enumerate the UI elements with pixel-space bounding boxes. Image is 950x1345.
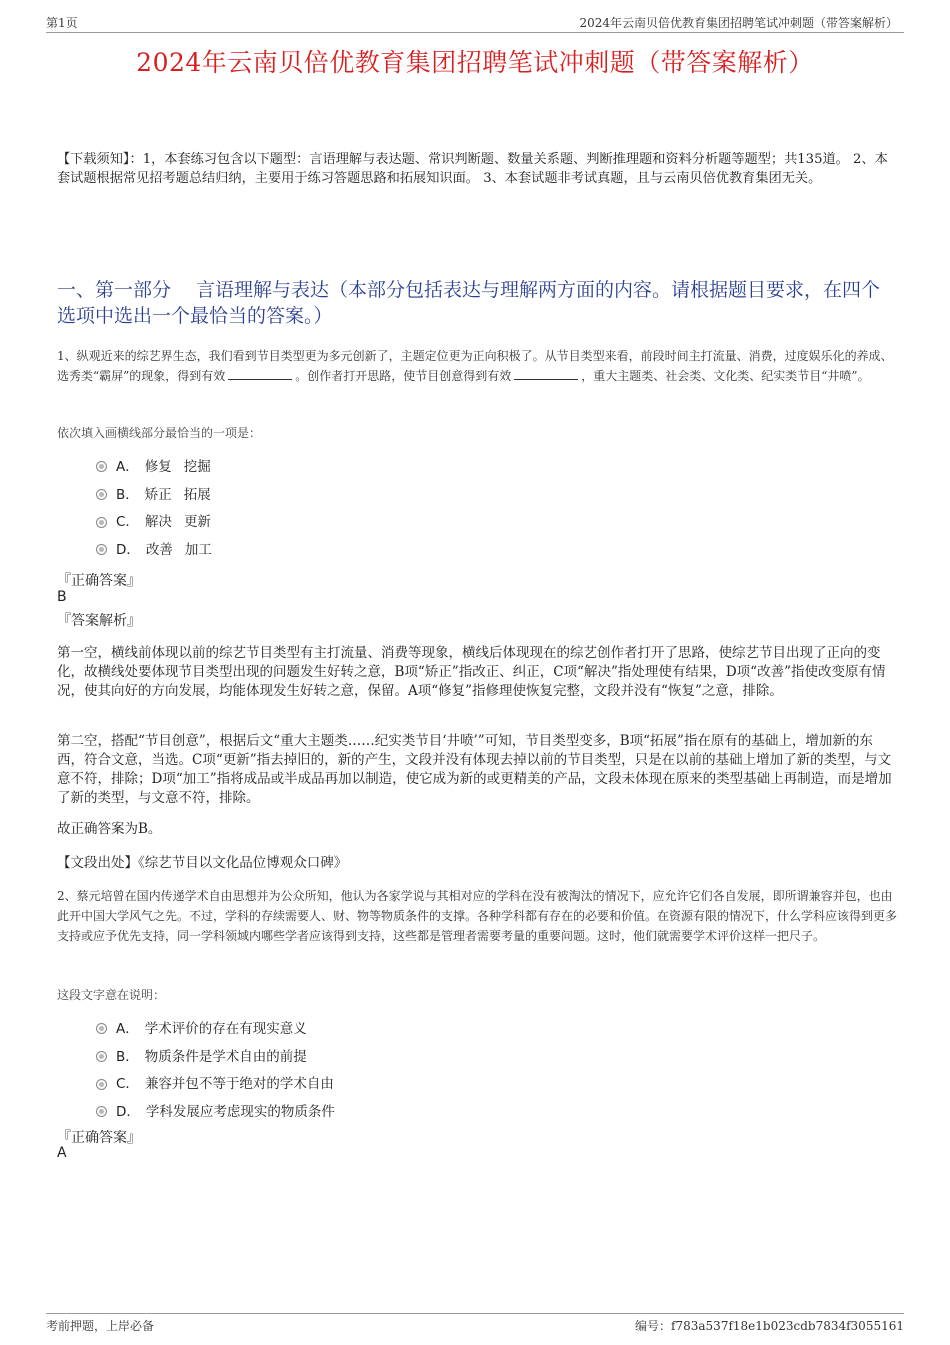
radio-icon[interactable] bbox=[96, 461, 107, 472]
analysis-paragraph-2: 第二空，搭配“节目创意”，根据后文“重大主题类……纪实类节目‘井喷’”可知，节目类型变多，B项“拓展”指在原有的基础上，增加新的东西，符合文意，当选。C项“更新”指去掉旧的，新的产生，文段并没有体现去掉以前的节目类型，只是在以前的基础上增加了新的类型，与文意不符，排除；D项“加工”指将成品或半成品再加以制造，使它成为新的或更精美的产品，文段未体现在原来的类型基础上再制造，而是增加了新的类型，与文意不符，排除。 bbox=[57, 733, 892, 806]
answer-label-1: 『正确答案』 bbox=[57, 573, 141, 589]
footer-slogan: 考前押题，上岸必备 bbox=[46, 1319, 155, 1333]
page-footer bbox=[46, 1313, 904, 1338]
header-doc-title: 2024年云南贝倍优教育集团招聘笔试冲刺题（带答案解析） bbox=[579, 16, 898, 30]
option-a[interactable]: A． 修复 挖掘 bbox=[96, 451, 212, 479]
radio-icon[interactable] bbox=[96, 1051, 107, 1062]
document-title: 2024年云南贝倍优教育集团招聘笔试冲刺题（带答案解析） bbox=[136, 48, 814, 77]
option-c[interactable]: C． 兼容并包不等于绝对的学术自由 bbox=[96, 1068, 335, 1096]
answer-2: A bbox=[57, 1145, 67, 1161]
option-b[interactable]: B． 矫正 拓展 bbox=[96, 479, 212, 507]
footer-doc-id: 编号：f783a537f18e1b023cdb7834f3055161 bbox=[635, 1319, 904, 1333]
analysis-conclusion: 故正确答案为B。 bbox=[57, 821, 162, 837]
radio-icon[interactable] bbox=[96, 544, 107, 555]
radio-icon[interactable] bbox=[96, 517, 107, 528]
question-2-options bbox=[96, 1013, 335, 1124]
section-title: 一、第一部分 言语理解与表达（本部分包括表达与理解两方面的内容。请根据题目要求，在四个选项中选出一个最恰当的答案。） bbox=[57, 279, 881, 327]
radio-icon[interactable] bbox=[96, 1079, 107, 1090]
radio-icon[interactable] bbox=[96, 489, 107, 500]
answer-1: B bbox=[57, 589, 67, 605]
blank-2 bbox=[514, 367, 578, 380]
question-1-prompt: 依次填入画横线部分最恰当的一项是： bbox=[57, 426, 262, 440]
radio-icon[interactable] bbox=[96, 1023, 107, 1034]
question-1-options bbox=[96, 451, 212, 562]
page-number: 第1页 bbox=[46, 16, 78, 30]
analysis-label-1: 『答案解析』 bbox=[57, 613, 141, 629]
answer-label-2: 『正确答案』 bbox=[57, 1130, 141, 1146]
option-a[interactable]: A． 学术评价的存在有现实意义 bbox=[96, 1013, 335, 1041]
option-b[interactable]: B． 物质条件是学术自由的前提 bbox=[96, 1041, 335, 1069]
download-notice: 【下载须知】：1，本套练习包含以下题型：言语理解与表达题、常识判断题、数量关系题、判断推理题和资料分析题等题型；共135道。 2、本套试题根据常见招考题总结归纳，主要用于练习答题思路和拓展知识面。 3、本套试题非考试真题，且与云南贝倍优教育集团无关。 bbox=[57, 152, 888, 186]
question-1-text: 1、纵观近来的综艺界生态，我们看到节目类型更为多元创新了，主题定位更为正向积极了。从节目类型来看，前段时间主打流量、消费，过度娱乐化的养成、选秀类“霸屏”的现象，得到有效 。创作者打开思路，使节目创意得到有效 ，重大主题类、社会类、文化类、纪实类节目“井喷”。 bbox=[57, 349, 893, 383]
radio-icon[interactable] bbox=[96, 1106, 107, 1117]
analysis-paragraph-1: 第一空，横线前体现以前的综艺节目类型有主打流量、消费等现象，横线后体现现在的综艺创作者打开了思路，使综艺节目出现了正向的变化，故横线处要体现节目类型出现的问题发生好转之意，B项“矫正”指改正、纠正，C项“解决”指处理使有结果，D项“改善”指使改变原有情况，使其向好的方向发展，均能体现发生好转之意，保留。A项“修复”指修理使恢复完整，文段并没有“恢复”之意，排除。 bbox=[57, 645, 886, 699]
source-citation: 【文段出处】《综艺节目以文化品位博观众口碑》 bbox=[57, 855, 348, 871]
option-c[interactable]: C． 解决 更新 bbox=[96, 506, 212, 534]
question-2-text: 2、蔡元培曾在国内传递学术自由思想并为公众所知，他认为各家学说与其相对应的学科在没有被淘汰的情况下，应允许它们各自发展，即所谓兼容并包，也由此开中国大学风气之先。不过，学科的存续需要人、财、物等物质条件的支撑。各种学科都有存在的必要和价值。在资源有限的情况下，什么学科应该得到更多支持或应予优先支持，同一学科领域内哪些学者应该得到支持，这些都是管理者需要考量的重要问题。这时，他们就需要学术评价这样一把尺子。 bbox=[57, 889, 898, 943]
blank-1 bbox=[228, 367, 292, 380]
page-header bbox=[46, 12, 904, 33]
option-d[interactable]: D． 学科发展应考虑现实的物质条件 bbox=[96, 1096, 335, 1124]
question-2-prompt: 这段文字意在说明： bbox=[57, 988, 166, 1002]
option-d[interactable]: D． 改善 加工 bbox=[96, 534, 212, 562]
